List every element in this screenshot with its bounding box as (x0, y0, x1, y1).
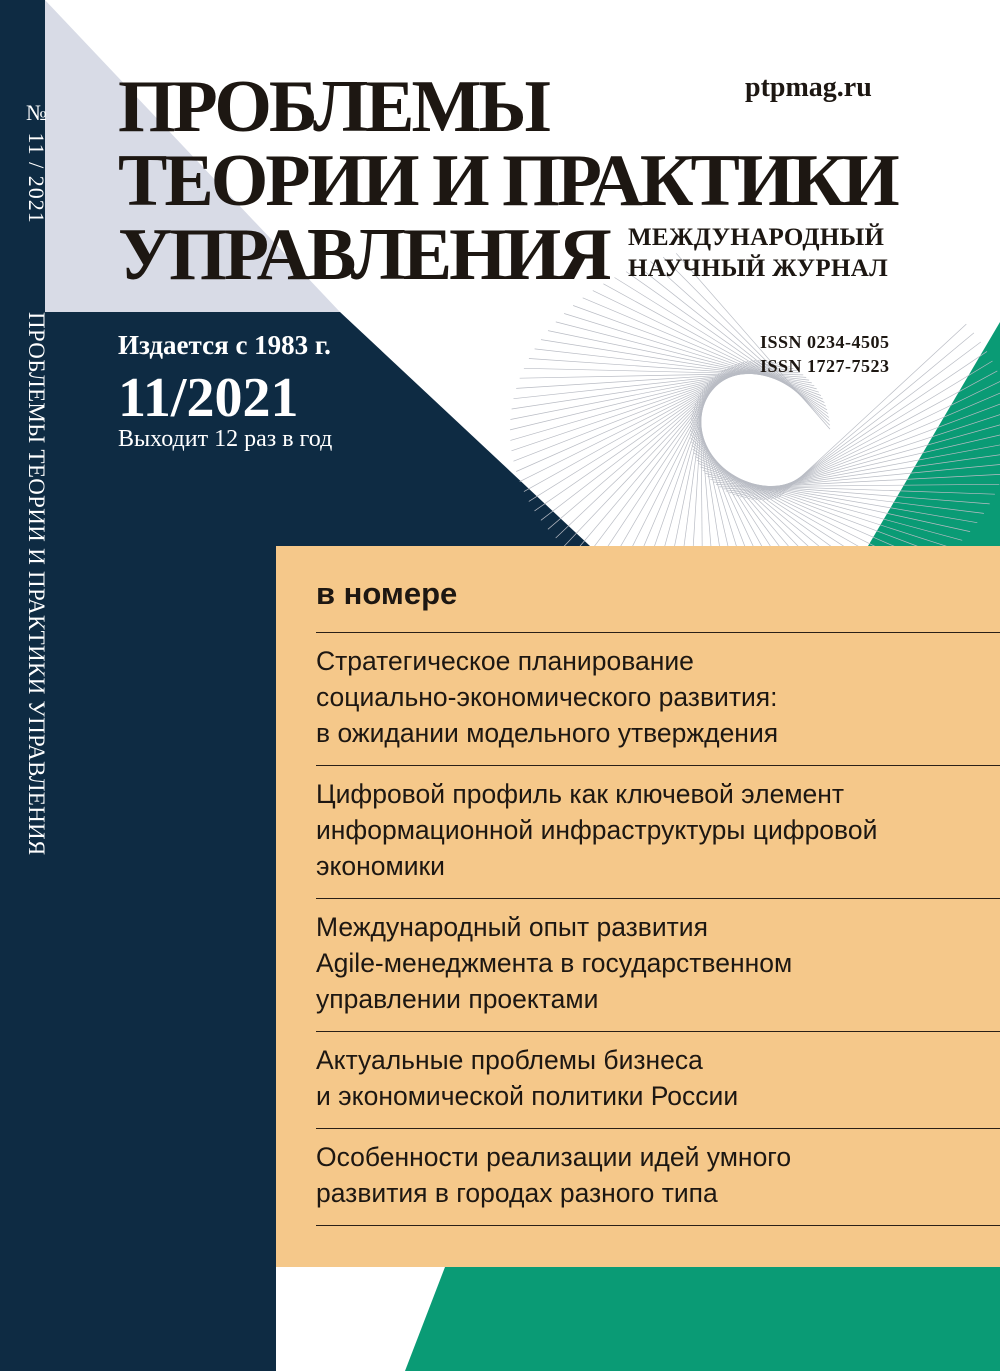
green-shape-lower (405, 1267, 1000, 1371)
issn-online: ISSN 1727-7523 (760, 356, 890, 376)
subtitle-line-2: НАУЧНЫЙ ЖУРНАЛ (628, 255, 888, 282)
title-line-1: ПРОБЛЕМЫ (118, 66, 548, 148)
toc-item[interactable] (316, 632, 1000, 765)
published-since: Издается с 1983 г. (118, 330, 331, 360)
toc-item-line: социально-экономического развития: (316, 682, 778, 712)
toc-item-line: управлении проектами (316, 984, 599, 1014)
toc-item-line: информационной инфраструктуры цифровой (316, 815, 878, 845)
toc-end-rule (316, 1225, 1000, 1226)
title-line-2: ТЕОРИИ И ПРАКТИКИ (118, 140, 897, 222)
spine-issue-number: № 11 / 2021 (24, 100, 49, 224)
toc-item-line: Стратегическое планирование (316, 646, 694, 676)
toc-item[interactable] (316, 765, 1000, 898)
spine (0, 0, 49, 1371)
table-of-contents (316, 632, 1000, 1226)
toc-item-line: в ожидании модельного утверждения (316, 718, 779, 748)
issn-block (760, 330, 890, 378)
contents-heading: в номере (316, 576, 458, 611)
toc-item-line: Международный опыт развития (316, 912, 708, 942)
publication-frequency: Выходит 12 раз в год (118, 426, 333, 452)
toc-item[interactable] (316, 1128, 1000, 1225)
issue-number: 11/2021 (118, 367, 299, 429)
toc-item-line: Особенности реализации идей умного (316, 1142, 792, 1172)
website-link[interactable]: ptpmag.ru (745, 72, 872, 103)
toc-item-line: экономики (316, 851, 445, 881)
toc-item-line: развития в городах разного типа (316, 1178, 718, 1208)
contents-box (276, 546, 1000, 1267)
toc-item[interactable] (316, 898, 1000, 1031)
title-line-3: УПРАВЛЕНИЯ (118, 214, 609, 296)
spine-title: ПРОБЛЕМЫ ТЕОРИИ И ПРАКТИКИ УПРАВЛЕНИЯ (24, 312, 49, 856)
toc-item-line: Agile-менеджмента в государственном (316, 948, 793, 978)
toc-item-line: и экономической политики России (316, 1081, 739, 1111)
toc-item-line: Цифровой профиль как ключевой элемент (316, 779, 845, 809)
toc-item[interactable] (316, 1031, 1000, 1128)
issn-print: ISSN 0234-4505 (760, 332, 890, 352)
journal-subtitle (628, 222, 888, 284)
toc-item-line: Актуальные проблемы бизнеса (316, 1045, 703, 1075)
subtitle-line-1: МЕЖДУНАРОДНЫЙ (628, 224, 885, 251)
